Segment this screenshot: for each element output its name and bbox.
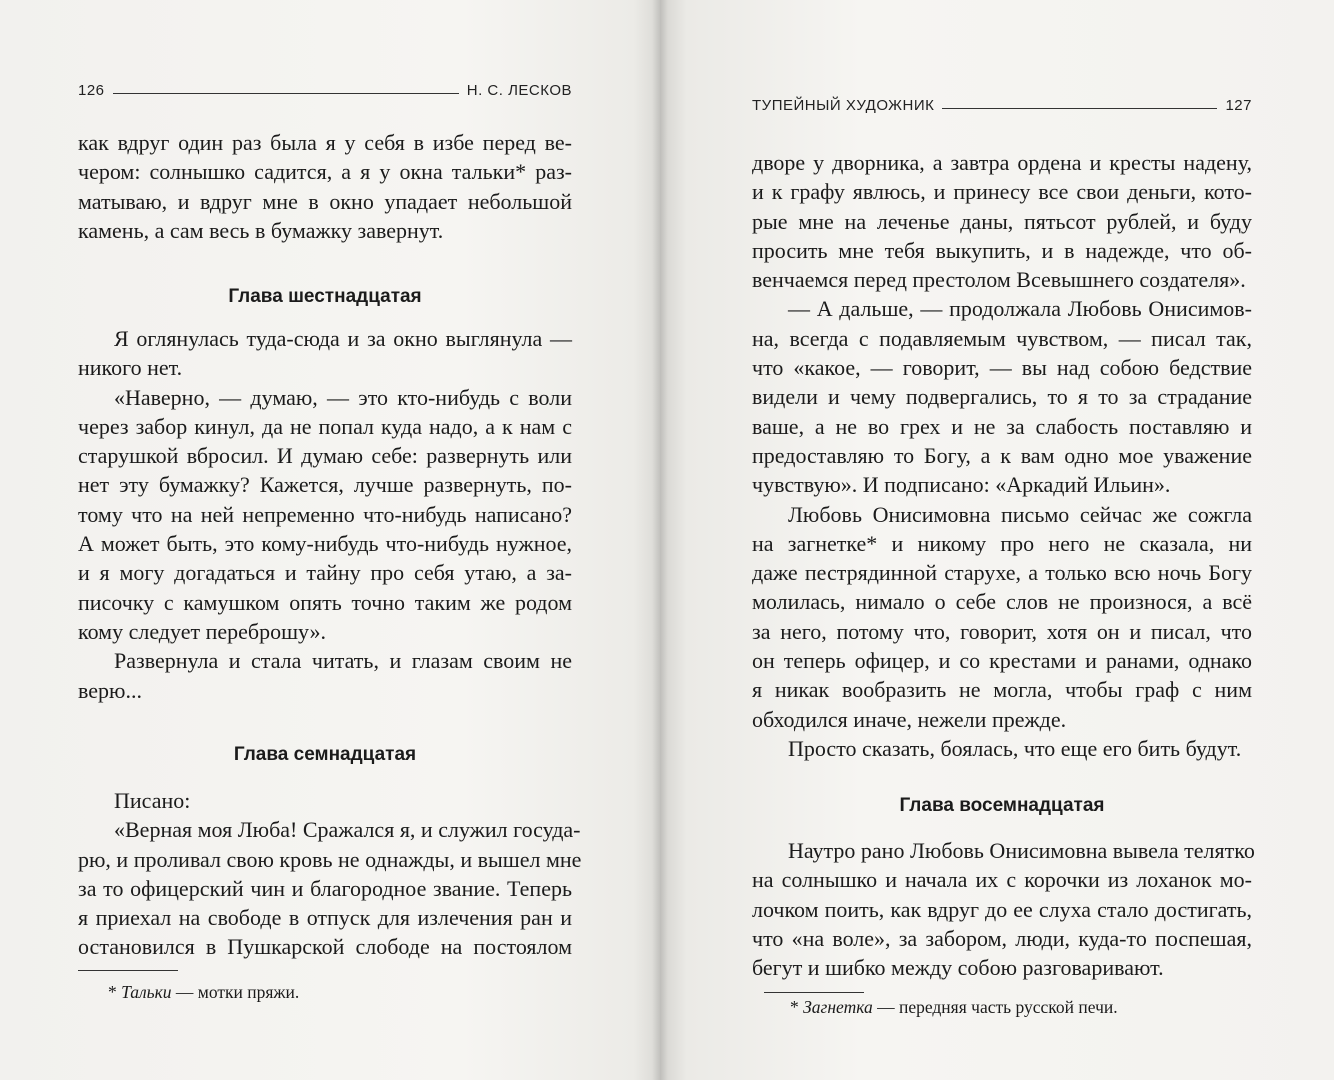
- text-line: лочком поить, как вдруг до ее слуха стало достигать,: [752, 896, 1252, 922]
- text-line: на загнетке* и никому про него не сказала, ни: [752, 530, 1252, 556]
- text-line: просить мне тебя выкупить, и в надежде, что об-: [752, 237, 1252, 263]
- text-line: никого нет.: [78, 355, 183, 381]
- book-gutter: [652, 0, 668, 1080]
- text-line: предоставляю то Богу, а к вам одно мое уважение: [752, 442, 1252, 468]
- left-running-head: [78, 82, 572, 99]
- text-line: Любовь Онисимовна письмо сейчас же сожгла: [788, 501, 1252, 527]
- text-line: видели и чему подвергались, то я то за страдание: [752, 384, 1252, 410]
- text-line: рю, и проливал свою кровь не однажды, и вышел мне: [78, 846, 582, 872]
- right-running-head: [752, 97, 1252, 114]
- text-line: «Наверно, — думаю, — это кто-нибудь с воли: [114, 384, 572, 410]
- text-line: он теперь офицер, и со крестами и ранами, однако: [752, 648, 1252, 674]
- text-line: и к графу явлюсь, и принесу все свои деньги, кото-: [752, 179, 1252, 205]
- text-line: я никак вообразить не могла, чтобы граф с ним: [752, 677, 1252, 703]
- text-line: старушкой вбросил. И думаю себе: развернуть или: [78, 443, 572, 469]
- text-line: «Верная моя Люба! Сражался я, и служил госуда-: [114, 817, 581, 843]
- text-line: Развернула и стала читать, и глазам своим не: [114, 648, 572, 674]
- chapter-heading-18: Глава восемнадцатая: [899, 795, 1105, 816]
- text-line: что «на воле», за забором, люди, куда-то поспешая,: [752, 925, 1252, 951]
- text-line: камень, а сам весь в бумажку завернут.: [78, 217, 444, 243]
- text-line: венчаемся перед престолом Всевышнего создателя».: [752, 267, 1246, 293]
- text-line: бегут и шибко между собою разговаривают.: [752, 955, 1164, 981]
- left-paragraph-1: [78, 128, 572, 245]
- text-line: верю...: [78, 677, 142, 703]
- header-rule: [942, 108, 1217, 109]
- text-line: на солнышко и начала их с корочки из лоханок мо-: [752, 867, 1252, 893]
- text-line: ваше, а не во грех и не за слабость поставляю и: [752, 413, 1252, 439]
- text-line: матываю, и вдруг мне в окно упадает небольшой: [78, 188, 572, 214]
- text-line: Наутро рано Любовь Онисимовна вывела телятко: [788, 838, 1255, 863]
- text-line: дворе у дворника, а завтра ордена и кресты надену,: [752, 150, 1252, 175]
- right-paragraph-1: [752, 148, 1252, 763]
- right-page-number: 127: [1225, 97, 1252, 114]
- text-line: чувствую». И подписано: «Аркадий Ильин».: [752, 472, 1171, 498]
- text-line: что «какое, — говорит, — вы над собою бедствие: [752, 355, 1252, 381]
- right-paragraph-2: [752, 836, 1255, 982]
- text-line: через забор кинул, да не попал куда надо, а к нам с: [78, 413, 572, 439]
- chapter-heading-16: Глава шестнадцатая: [228, 286, 422, 307]
- left-header-author: Н. С. ЛЕСКОВ: [466, 82, 572, 99]
- left-paragraph-2: [78, 324, 572, 705]
- text-line: Я оглянулась туда-сюда и за окно выглянула —: [114, 326, 572, 351]
- left-page-number: 126: [78, 82, 105, 99]
- text-line: кому следует переброшу».: [78, 618, 327, 644]
- text-line: остановился в Пушкарской слободе на постоялом: [78, 934, 572, 960]
- text-line: и я могу догадаться и тайну про себя утаю, а за-: [78, 560, 572, 586]
- footnote-term: Тальки: [121, 982, 172, 1002]
- text-line: тому что на ней непременно что-нибудь написано?: [78, 501, 572, 527]
- text-line: я приехал на свободе в отпуск для излечения ран и: [78, 905, 572, 931]
- text-line: за то офицерский чин и благородное звание. Теперь: [78, 875, 572, 901]
- right-header-title: ТУПЕЙНЫЙ ХУДОЖНИК: [752, 97, 935, 114]
- footnote-marker: *: [790, 997, 804, 1017]
- text-line: нет эту бумажку? Кажется, лучше развернуть, по-: [78, 472, 572, 498]
- footnote-marker: *: [108, 982, 122, 1002]
- text-line: даже пестрядинной старухе, а только всю ночь Богу: [752, 560, 1252, 586]
- text-line: молилась, нимало о себе слов не произнося, а всё: [752, 589, 1252, 615]
- right-footnote: [790, 997, 1118, 1018]
- text-line: А может быть, это кому-нибудь что-нибудь нужное,: [78, 531, 572, 557]
- chapter-heading-17: Глава семнадцатая: [233, 744, 417, 765]
- text-line: за него, потому что, говорит, хотя он и писал, что: [752, 618, 1252, 644]
- footnote-rule: [78, 970, 178, 971]
- footnote-rule: [764, 992, 864, 993]
- text-line: — А дальше, — продолжала Любовь Онисимов-: [788, 296, 1252, 322]
- text-line: Писано:: [114, 788, 191, 813]
- footnote-term: Загнетка: [803, 997, 873, 1017]
- text-line: как вдруг один раз была я у себя в избе перед ве-: [78, 130, 572, 155]
- text-line: чером: солнышко садится, а я у окна тальки* раз-: [78, 159, 572, 185]
- text-line: на, всегда с подавляемым чувством, — писал так,: [752, 325, 1252, 351]
- text-line: обходился иначе, нежели прежде.: [752, 706, 1067, 732]
- left-footnote: [108, 982, 299, 1003]
- text-line: писочку с камушком опять точно таким же родом: [78, 589, 572, 615]
- footnote-text: — передняя часть русской печи.: [877, 997, 1118, 1017]
- footnote-text: — мотки пряжи.: [175, 982, 300, 1002]
- header-rule: [113, 93, 459, 94]
- text-line: рые мне на леченье даны, пятьсот рублей, и буду: [752, 208, 1252, 234]
- left-paragraph-3: [78, 786, 582, 962]
- text-line: Просто сказать, боялась, что еще его бить будут.: [788, 735, 1242, 761]
